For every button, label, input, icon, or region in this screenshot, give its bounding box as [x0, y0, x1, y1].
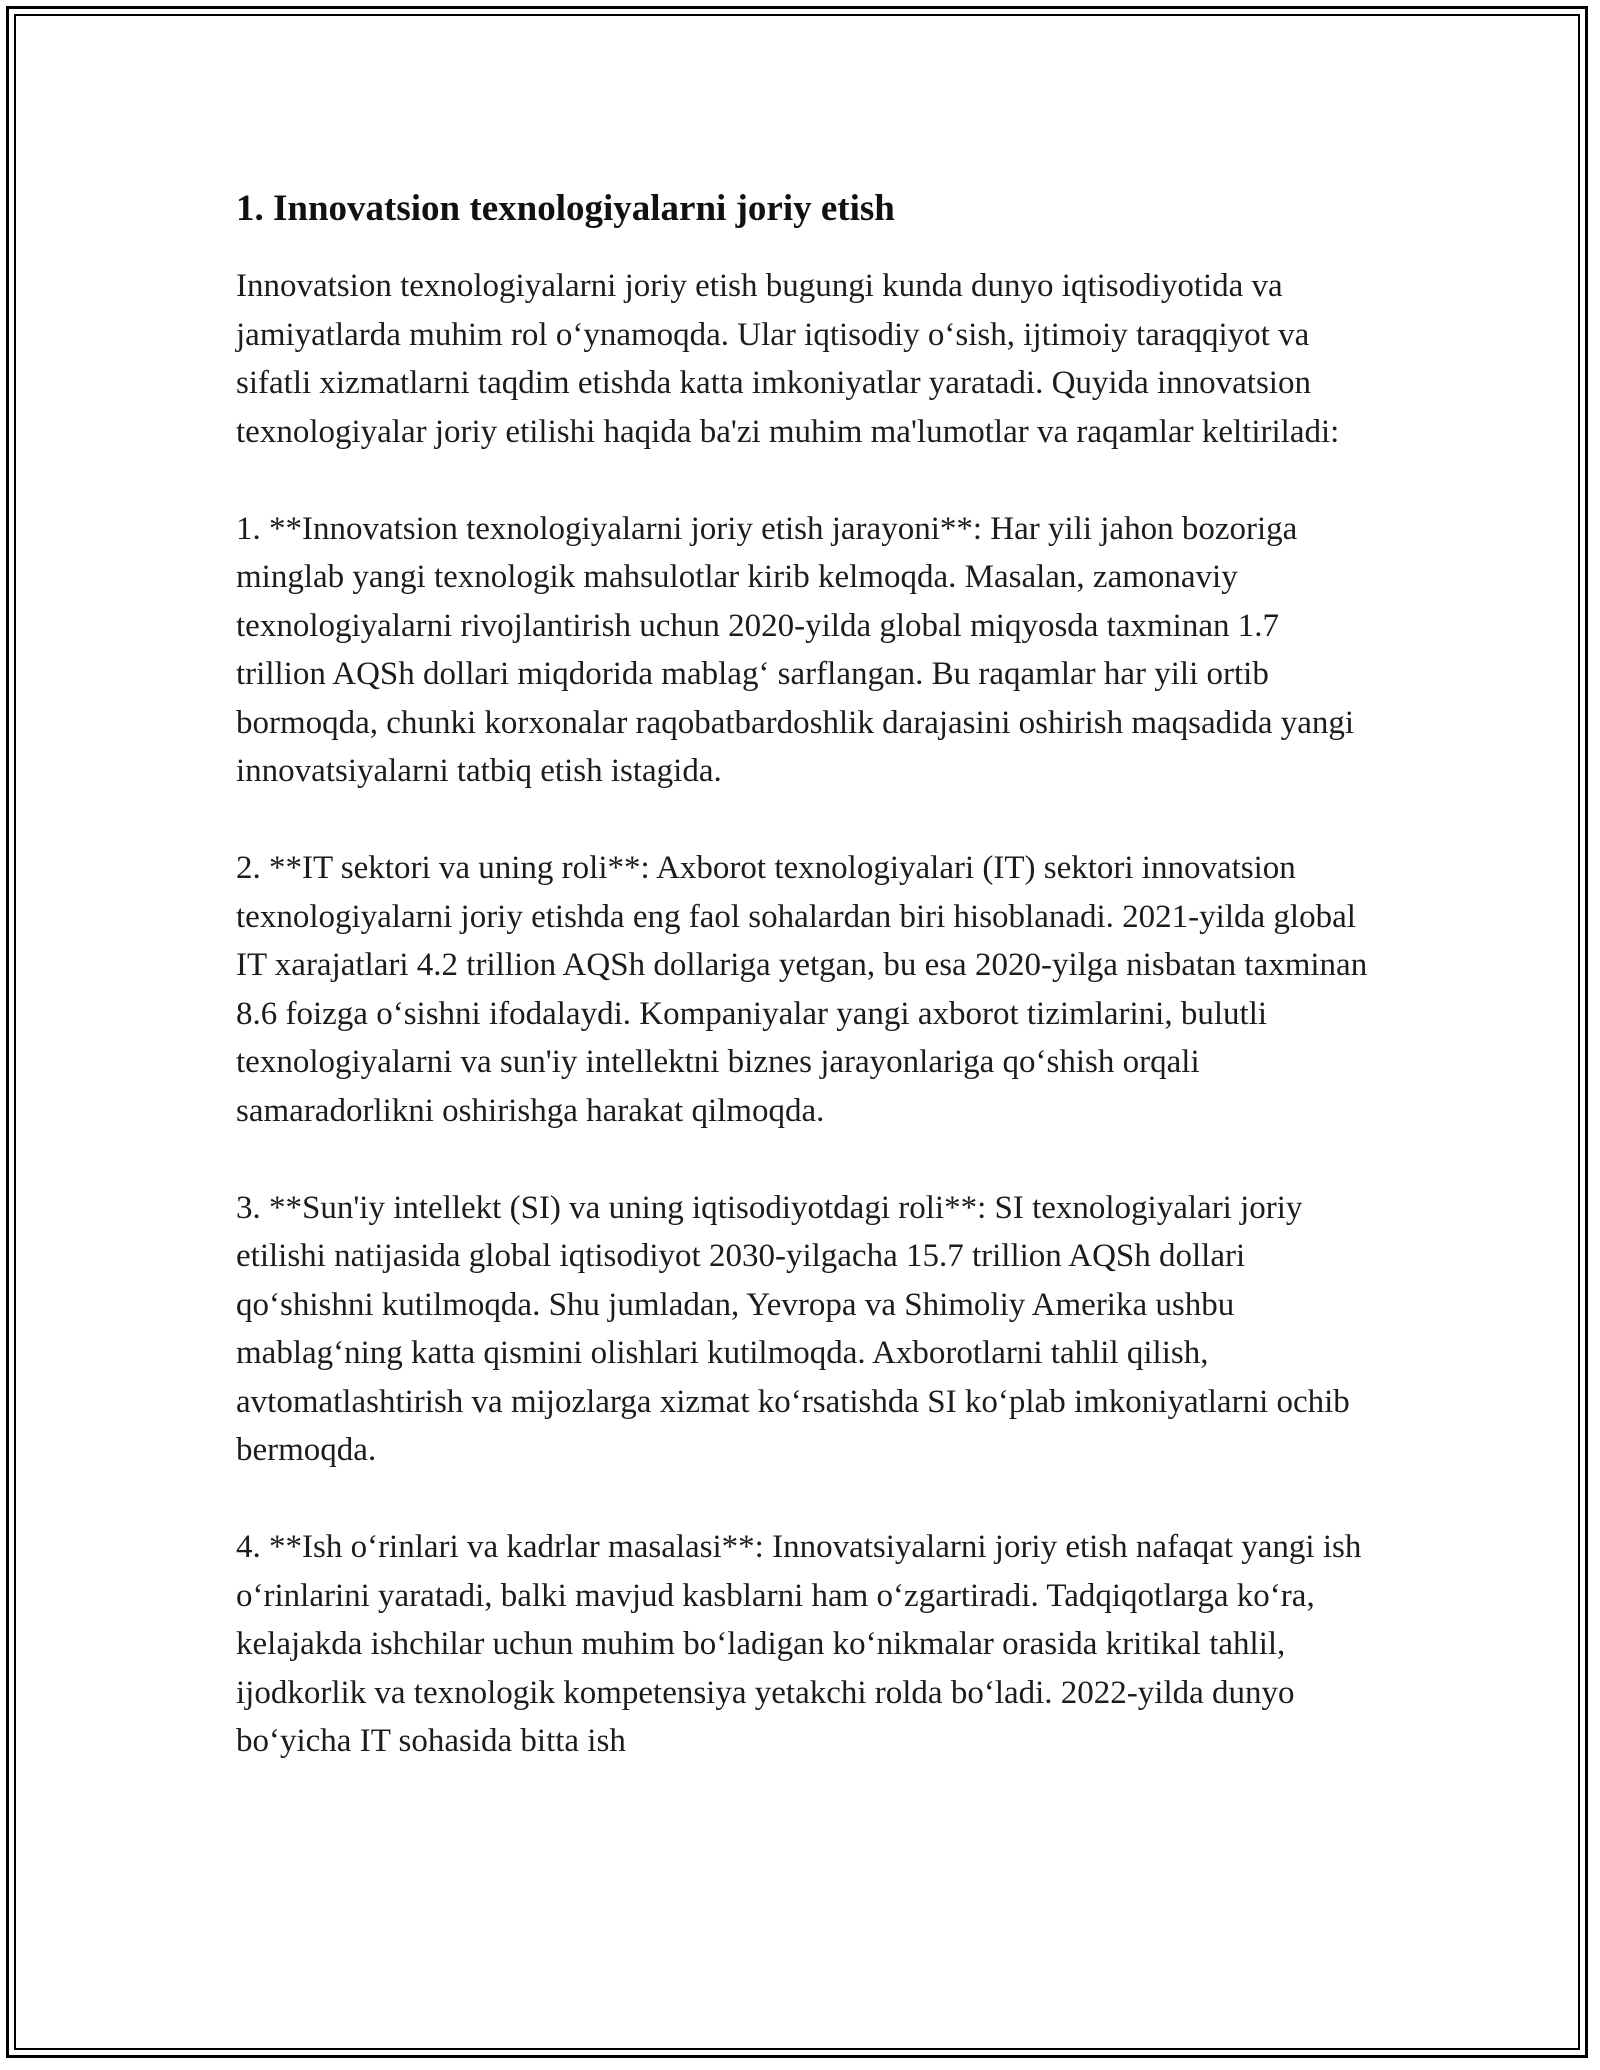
paragraph-2: 2. **IT sektori va uning roli**: Axborot texnologiyalari (IT) sektori innovatsion texnologiyalarni joriy etishda eng faol sohalardan biri hisoblanadi. 2021-yilda global IT xarajatlari 4.2 trillion AQSh dollariga yetgan, bu esa 2020-yilga nisbatan taxminan 8.6 foizga o‘sishni ifodalaydi. Kompaniyalar yangi axborot tizimlarini, bulutli texnologiyalarni va sun'iy intellektni biznes jarayonlariga qo‘shish orqali samaradorlikni oshirishga harakat qilmoqda.: [236, 850, 1376, 1129]
paragraph-1: 1. **Innovatsion texnologiyalarni joriy etish jarayoni**: Har yili jahon bozoriga minglab yangi texnologik mahsulotlar kirib kelmoqda. Masalan, zamonaviy texnologiyalarni rivojlantirish uchun 2020-yilda global miqyosda taxminan 1.7 trillion AQSh dollari miqdorida mablag‘ sarflangan. Bu raqamlar har yili ortib bormoqda, chunki korxonalar raqobatbardoshlik darajasini oshirish maqsadida yangi innovatsiyalarni tatbiq etish istagida.: [236, 510, 1363, 789]
intro-paragraph: Innovatsion texnologiyalarni joriy etish bugungi kunda dunyo iqtisodiyotida va jamiyatlarda muhim rol o‘ynamoqda. Ular iqtisodiy o‘sish, ijtimoiy taraqqiyot va sifatli xizmatlarni taqdim etishda katta imkoniyatlar yaratadi. Quyida innovatsion texnologiyalar joriy etilishi haqida ba'zi muhim ma'lumotlar va raqamlar keltiriladi:: [236, 268, 1340, 450]
document-body: [236, 186, 1376, 1766]
paragraph-4: 4. **Ish o‘rinlari va kadrlar masalasi**: Innovatsiyalarni joriy etish nafaqat yangi ish o‘rinlarini yaratadi, balki mavjud kasblarni ham o‘zgartiradi. Tadqiqotlarga ko‘ra, kelajakda ishchilar uchun muhim bo‘ladigan ko‘nikmalar orasida kritikal tahlil, ijodkorlik va texnologik kompetensiya yetakchi rolda bo‘ladi. 2022-yilda dunyo bo‘yicha IT sohasida bitta ish: [236, 1529, 1370, 1759]
document-title: 1. Innovatsion texnologiyalarni joriy etish: [236, 188, 895, 229]
paragraph-3: 3. **Sun'iy intellekt (SI) va uning iqtisodiyotdagi roli**: SI texnologiyalari joriy etilishi natijasida global iqtisodiyot 2030-yilgacha 15.7 trillion AQSh dollari qo‘shishni kutilmoqda. Shu jumladan, Yevropa va Shimoliy Amerika ushbu mablag‘ning katta qismini olishlari kutilmoqda. Axborotlarni tahlil qilish, avtomatlashtirish va mijozlarga xizmat ko‘rsatishda SI ko‘plab imkoniyatlarni ochib bermoqda.: [236, 1189, 1359, 1468]
